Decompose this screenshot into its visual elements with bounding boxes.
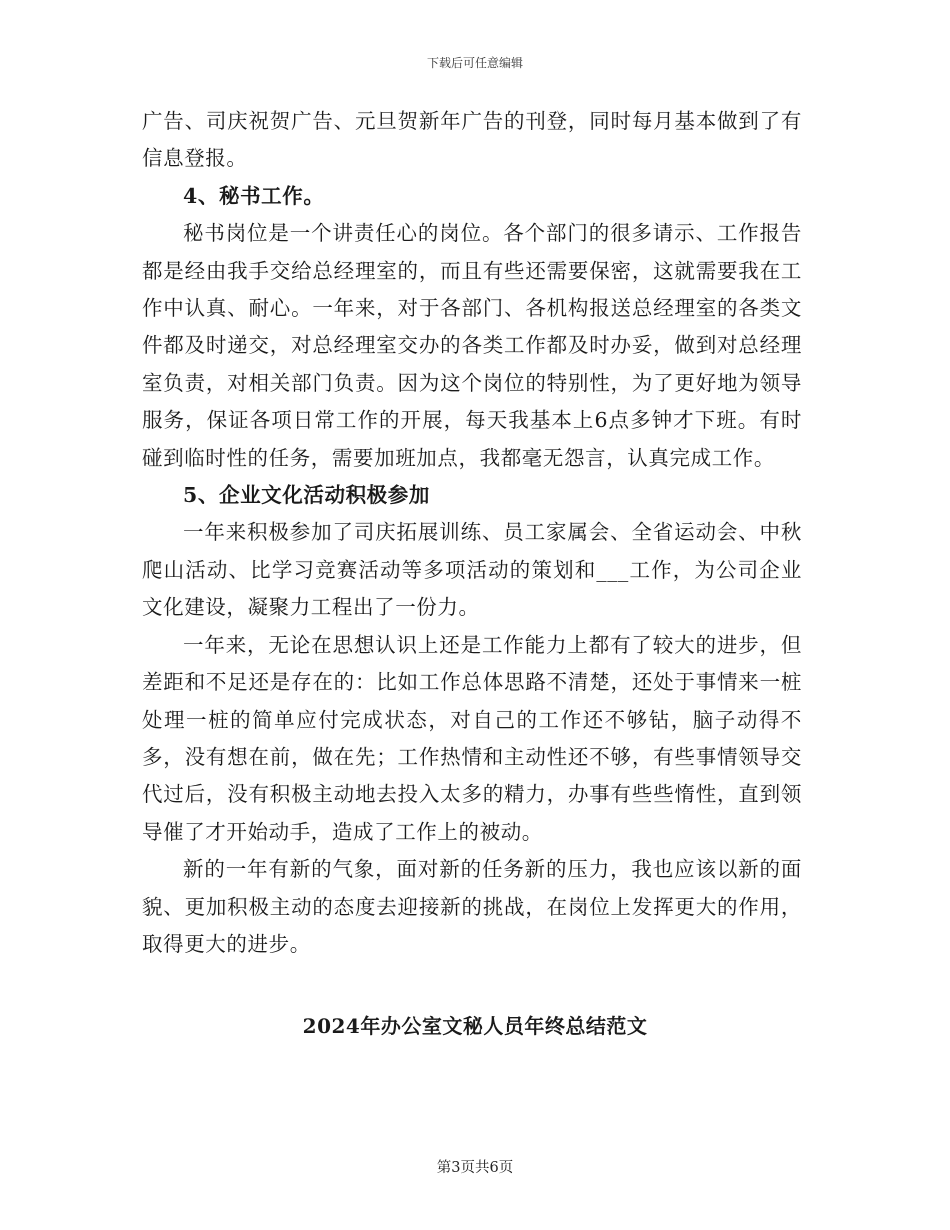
document-title: 2024年办公室文秘人员年终总结范文 [302,1014,648,1038]
paragraph-shortcomings: 一年来，无论在思想认识上还是工作能力上都有了较大的进步，但差距和不足还是存在的：比如工作总体思路不清楚，还处于事情来一桩处理一桩的简单应付完成状态，对自己的工作还不够钻，脑子动得不多，没有想在前，做在先；工作热情和主动性还不够，有些事情领导交代过后，没有积极主动地去投入太多的精力，办事有些些惰性，直到领导催了才开始动手，造成了工作上的被动。 [142,632,802,844]
document-body [142,103,802,963]
paragraph-culture-activities: 一年来积极参加了司庆拓展训练、员工家属会、全省运动会、中秋爬山活动、比学习竞赛活动等多项活动的策划和___工作，为公司企业文化建设，凝聚力工程出了一份力。 [142,520,802,620]
page-header: 下载后可任意编辑 [426,56,523,70]
page-footer: 第3页共6页 [436,1160,514,1176]
section-heading-culture: 5、企业文化活动积极参加 [183,483,430,508]
paragraph-secretary-work: 秘书岗位是一个讲责任心的岗位。各个部门的很多请示、工作报告都是经由我手交给总经理室的，而且有些还需要保密，这就需要我在工作中认真、耐心。一年来，对于各部门、各机构报送总经理室的各类文件都及时递交，对总经理室交办的各类工作都及时办妥，做到对总经理室负责，对相关部门负责。因为这个岗位的特别性，为了更好地为领导服务，保证各项日常工作的开展，每天我基本上6点多钟才下班。有时碰到临时性的任务，需要加班加点，我都毫无怨言，认真完成工作。 [142,221,802,470]
section-heading-secretary: 4、秘书工作。 [183,183,325,208]
paragraph-new-year: 新的一年有新的气象，面对新的任务新的压力，我也应该以新的面貌、更加积极主动的态度去迎接新的挑战，在岗位上发挥更大的作用，取得更大的进步。 [142,857,802,956]
paragraph-continued: 广告、司庆祝贺广告、元旦贺新年广告的刊登，同时每月基本做到了有信息登报。 [142,109,802,171]
